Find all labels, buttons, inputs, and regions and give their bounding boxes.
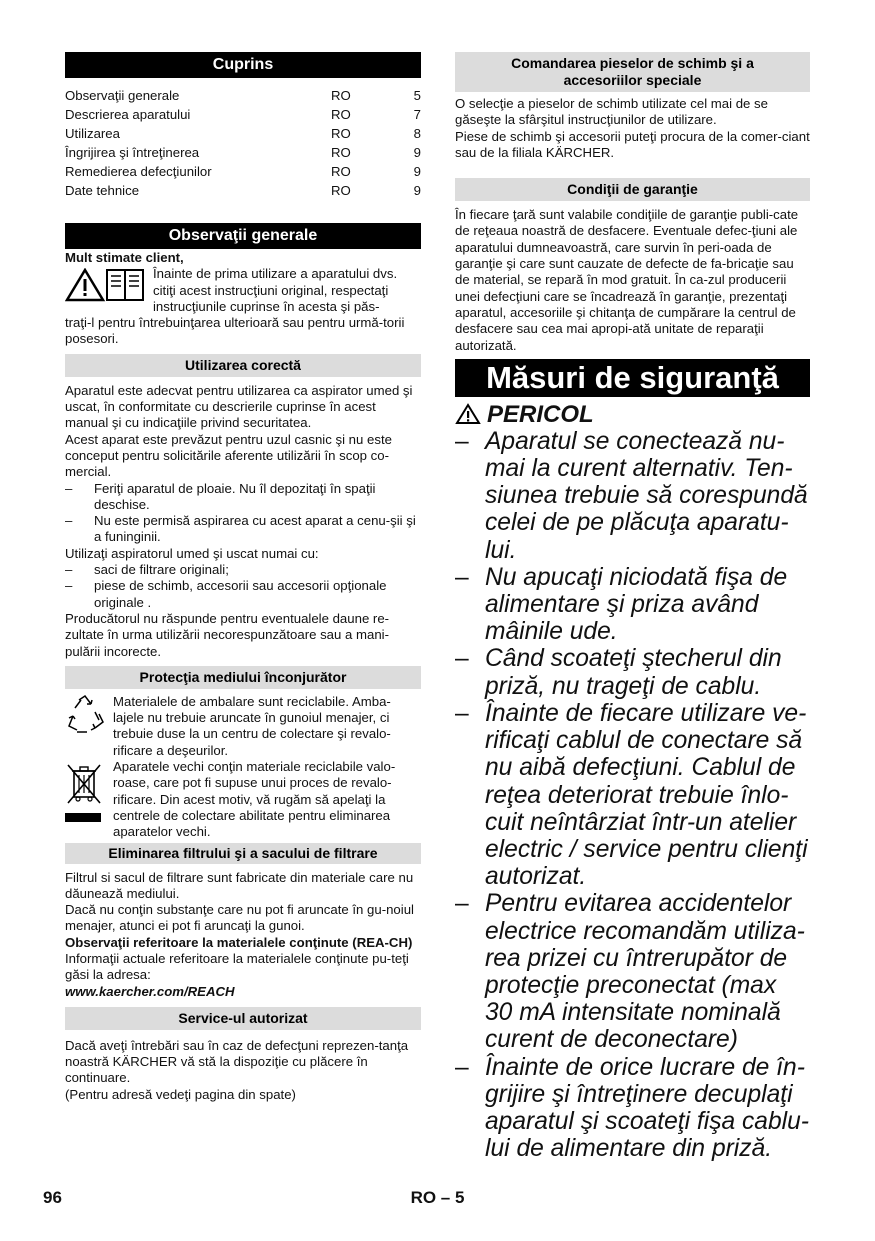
reach-link[interactable]: www.kaercher.com/REACH (65, 983, 235, 999)
list-item: – Feriţi aparatul de ploaie. Nu îl depozitaţi în spaţii deschise. (65, 480, 376, 512)
list-item: – Când scoateţi ştecherul din priză, nu trageţi de cablu. (455, 645, 782, 700)
toc-heading: Cuprins (65, 52, 421, 78)
toc-row[interactable]: Îngrijirea şi întreţinerea RO 9 (65, 145, 421, 160)
list-item: – Înainte de orice lucrare de în-grijire şi întreţinere decuplaţi aparatul şi scoateţi fişa cablu-lui de alimentare din priză. (455, 1053, 809, 1163)
intro-block: Înainte de prima utilizare a aparatului dvs. citiţi acest instrucţiuni original, respectaţi instrucţiunile cuprinse în acesta şi păs- (65, 266, 421, 315)
danger-label: PERICOL (455, 401, 810, 428)
list-item: – piese de schimb, accesorii sau accesorii opţionale originale . (65, 578, 387, 610)
list-item: – Aparatul se conectează nu-mai la curent alternativ. Ten-siunea trebuie să corespundă celei de pe plăcuţa aparatu-lui. (455, 427, 808, 564)
toc-row[interactable]: Descrierea aparatului RO 7 (65, 107, 421, 122)
greeting: Mult stimate client, (65, 250, 184, 265)
spare-parts-heading: Comandarea pieselor de schimb şi a accesoriilor speciale (455, 52, 810, 92)
correct-use-heading: Utilizarea corectă (65, 354, 421, 377)
list-item: – Nu apucaţi niciodată fişa de alimentare şi priza având mâinile ude. (455, 563, 788, 646)
safety-list (455, 428, 810, 1162)
warning-icon (455, 403, 481, 425)
warning-and-manual-icon (65, 268, 147, 302)
list-item: – saci de filtrare originali; (65, 562, 229, 578)
left-column: Cuprins Observaţii generale RO 5 Descrierea aparatului RO 7 Utilizarea RO 8 Îngrijirea şi întreţinerea RO 9 Remedierea defecţiunilor RO 9 Date tehnice RO 9 Observaţii generale Mult stimate client, Înainte de prima utilizare a aparatului dvs. citiţi acest instrucţiuni original, respectaţi instrucţiunile cuprinse în acesta şi păs- traţi-l pentru întrebuinţarea ulterioară sau pentru urmă-torii posesori. Utilizarea corectă Aparatul este adecvat pentru utilizarea ca aspirator umed şi uscat, în conformitate cu descrierile cuprinse în acest manual şi cu indicaţiile privind securitatea. Acest aparat este prevăzut pentru uzul casnic şi nu este conceput pentru solicitările aferente utilizării în scop co-mercial. – Feriţi aparatul de ploaie. Nu îl depozitaţi în spaţii deschise. – Nu este permisă aspirarea cu acest aparat a cenu-şii şi a funinginii. Utilizaţi aspiratorul umed şi uscat numai cu: – saci de filtrare originali; – piese de schimb, accesorii sau accesorii opţionale originale . Producătorul nu răspunde pentru eventualele daune re-zultate în urma utilizării necorespunzătoare sau a mani-pulării incorecte. Protecţia mediului înconjurător Materialele de ambalare sunt reciclabile. Amba-lajele nu trebuie aruncate în gunoiul menajer, ci trebuie duse la un centru de colectare şi revalo-rificare a deşeurilor. Aparatele vechi conţin materiale reciclabile valo-roase, care pot fi supuse unui proces de revalo-rificare. Din acest motiv, vă rugăm să apelaţi la centrele de colectare abilitate pentru eliminarea aparatelor vechi. Eliminarea filtrului şi a sacului de filtrare Filtrul si sacul de filtrare sunt fabricate din materiale care nu dăunează mediului. Dacă nu conţin substanţe care nu pot fi aruncate în gu-noiul menajer, atunci ei pot fi aruncaţi la gunoi. Observaţii referitoare la materialele conţinute (REA-CH) Informaţii actuale referitoare la materialele conţinute pu-teţi găsi la adresa: www.kaercher.com/REACH Service-ul autorizat Dacă aveţi întrebări sau în caz de defecţuni reprezen-tanţa noastră KÄRCHER vă stă la dispoziţie cu plăcere în continuare. (Pentru adresă vedeţi pagina din spate) (65, 52, 421, 1103)
service-heading: Service-ul autorizat (65, 1007, 421, 1030)
toc-row[interactable]: Utilizarea RO 8 (65, 126, 421, 141)
recycle-icon (65, 694, 105, 736)
toc-row[interactable]: Observaţii generale RO 5 (65, 88, 421, 103)
right-column: Comandarea pieselor de schimb şi a accesoriilor speciale O selecţie a pieselor de schimb utilizate cel mai de se găseşte la sfârşitul instrucţiunilor de utilizare. Piese de schimb şi accesorii puteţi procura de la comer-ciant sau de la filiala KÄRCHER. Condiţii de garanţie În fiecare ţară sunt valabile condiţiile de garanţie publi-cate de reţeaua noastră de desfacere. Eventuale defec-ţiuni ale aparatului dumneavoastră, care survin în peri-oada de garanţie şi care sunt cauzate de defecte de fa-bricaţie sau de material, se repară în mod gratuit. În ca-zul producerii unei defecţiuni care se încadrează în garanţie, prezentaţi aparatul, accesoriile şi chitanţa de cumpărare la centrul de desfacere sau cea mai apropi-ată unitate de reparaţii autorizată. Măsuri de siguranţă PERICOL – Aparatul se conectează nu-mai la curent alternativ. Ten-siunea trebuie să corespundă celei de pe plăcuţa aparatu-lui. – Nu apucaţi niciodată fişa de alimentare şi priza având mâinile ude. – Când scoateţi ştecherul din priză, nu trageţi de cablu. – Înainte de fiecare utilizare ve-rificaţi cablul de conectare să nu aibă defecţiuni. Cablul de reţea deteriorat trebuie înlo-cuit neîntârziat într-un atelier electric / service pentru clienţi autorizat. – Pentru evitarea accidentelor electrice recomandăm utiliza-rea prizei cu întrerupător de protecţie preconectat (max 30 mA intensitate nominală curent de deconectare) – Înainte de orice lucrare de în-grijire şi întreţinere decuplaţi aparatul şi scoateţi fişa cablu-lui de alimentare din priză. (455, 52, 810, 1162)
list-item: – Pentru evitarea accidentelor electrice recomandăm utiliza-rea prizei cu întrerupător de protecţie preconectat (max 30 mA intensitate nominală curent de deconectare) (455, 890, 805, 1054)
safety-heading: Măsuri de siguranţă (455, 359, 810, 397)
list-item: – Înainte de fiecare utilizare ve-rificaţi cablul de conectare să nu aibă defecţiuni. Cablul de reţea deteriorat trebuie înlo-cuit neîntârziat într-un atelier electric / service pentru clienţi autorizat. (455, 699, 808, 891)
toc-row[interactable]: Date tehnice RO 9 (65, 183, 421, 198)
intro-continuation: traţi-l pentru întrebuinţarea ulterioară sau pentru urmă-torii posesori. (65, 315, 405, 347)
warranty-heading: Condiţii de garanţie (455, 178, 810, 201)
crossed-bin-icon (65, 761, 103, 823)
list-item: – Nu este permisă aspirarea cu acest aparat a cenu-şii şi a funinginii. (65, 513, 416, 545)
filter-disposal-heading: Eliminarea filtrului şi a sacului de filtrare (65, 843, 421, 864)
toc-row[interactable]: Remedierea defecţiunilor RO 9 (65, 164, 421, 179)
table-of-contents (65, 86, 421, 200)
general-notes-heading: Observaţii generale (65, 223, 421, 249)
environment-heading: Protecţia mediului înconjurător (65, 666, 421, 689)
page-number: 96 (43, 1188, 62, 1207)
section-label: RO – 5 (410, 1188, 465, 1207)
